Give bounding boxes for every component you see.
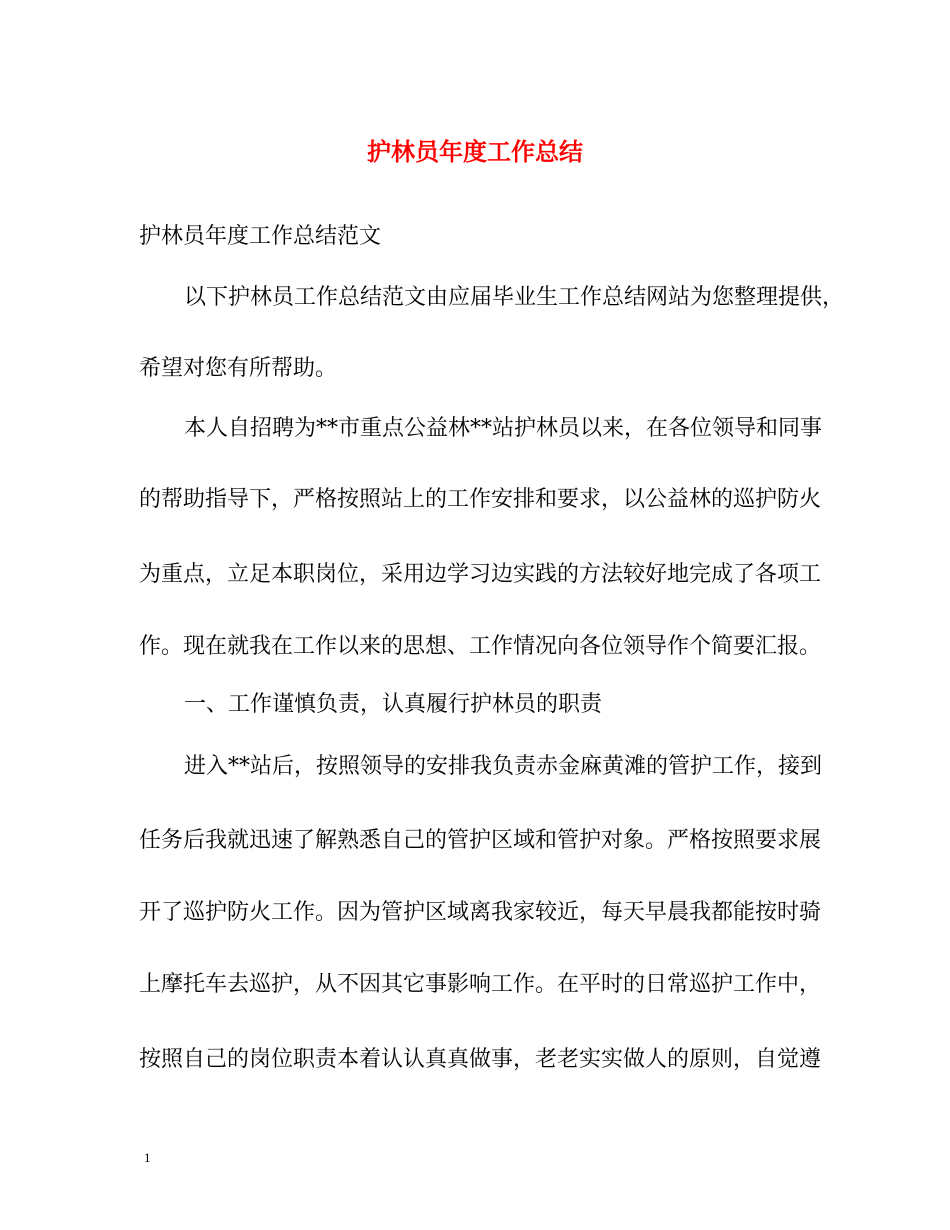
document-title: 护林员年度工作总结	[367, 137, 583, 166]
section-heading: 一、工作谨慎负责，认真履行护林员的职责	[184, 692, 603, 717]
body-line: 作。现在就我在工作以来的思想、工作情况向各位领导作个简要汇报。	[139, 634, 822, 659]
page-number: 1	[144, 1150, 151, 1165]
subtitle-line: 护林员年度工作总结范文	[139, 224, 382, 249]
body-line: 的帮助指导下，严格按照站上的工作安排和要求，以公益林的巡护防火	[139, 487, 822, 512]
body-line: 按照自己的岗位职责本着认认真真做事，老老实实做人的原则，自觉遵	[139, 1047, 822, 1072]
body-line: 开了巡护防火工作。因为管护区域离我家较近，每天早晨我都能按时骑	[139, 900, 822, 925]
body-line: 希望对您有所帮助。	[139, 356, 338, 381]
body-line: 本人自招聘为**市重点公益林**站护林员以来，在各位领导和同事	[184, 416, 823, 441]
body-line: 以下护林员工作总结范文由应届毕业生工作总结网站为您整理提供，	[184, 285, 845, 310]
body-line: 任务后我就迅速了解熟悉自己的管护区域和管护对象。严格按照要求展	[139, 828, 822, 853]
body-line: 为重点，立足本职岗位，采用边学习边实践的方法较好地完成了各项工	[139, 562, 822, 587]
body-line: 进入**站后，按照领导的安排我负责赤金麻黄滩的管护工作，接到	[184, 754, 823, 779]
body-line: 上摩托车去巡护，从不因其它事影响工作。在平时的日常巡护工作中，	[139, 972, 822, 997]
